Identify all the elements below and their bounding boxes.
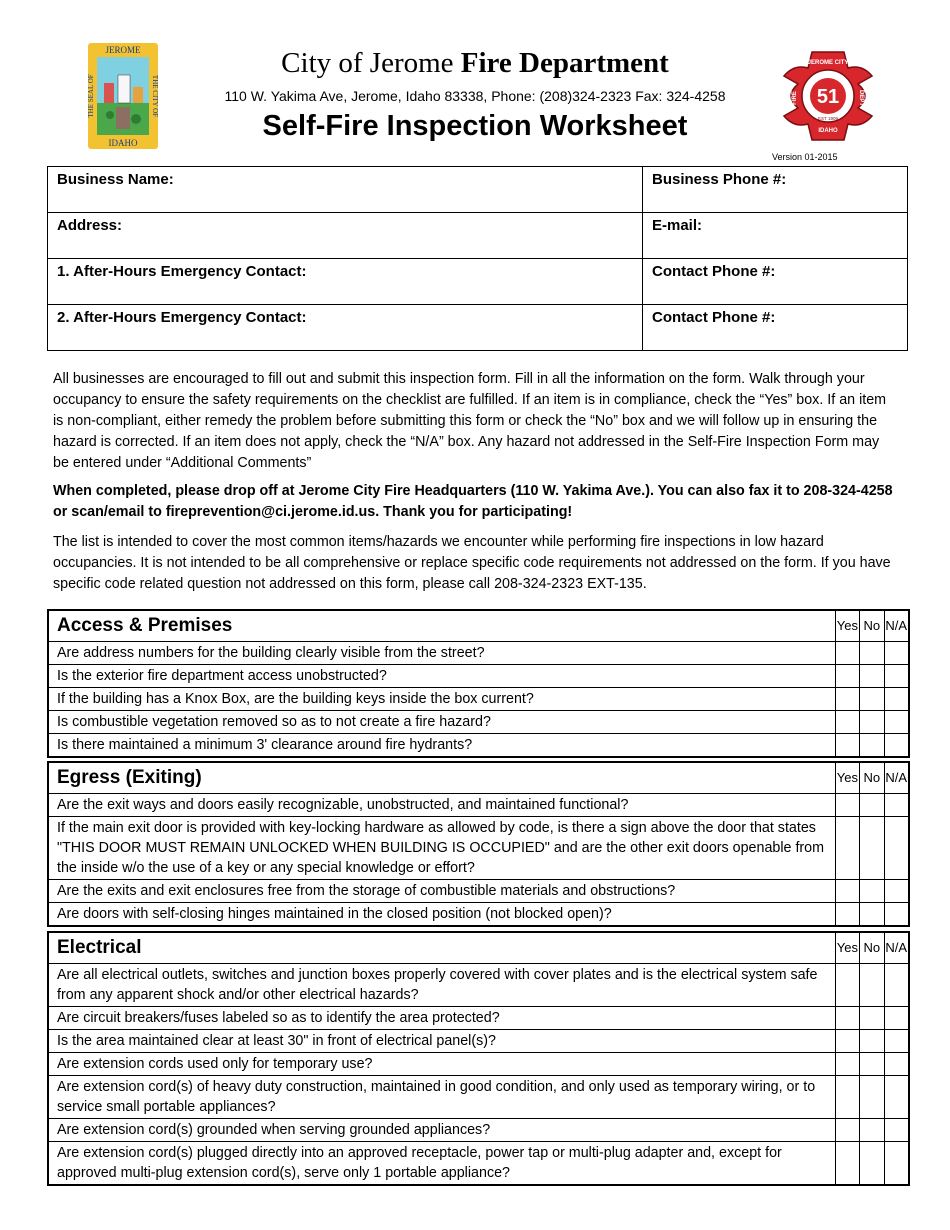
section-header [48, 762, 909, 794]
no-checkbox[interactable] [860, 817, 884, 880]
section-header [48, 610, 909, 642]
form-version: Version 01-2015 [772, 152, 838, 162]
na-checkbox[interactable] [884, 642, 909, 665]
checklist-question: Are extension cord(s) of heavy duty construction, maintained in good condition, and only used as temporary wiring, or to service small portable appliances? [48, 1076, 835, 1119]
checklist-row [48, 688, 909, 711]
badge-text-bottom: IDAHO [818, 128, 838, 134]
yes-checkbox[interactable] [835, 1030, 859, 1053]
yes-checkbox[interactable] [835, 1053, 859, 1076]
checklist-question: Are extension cords used only for temporary use? [48, 1053, 835, 1076]
city-name: City of Jerome [281, 47, 454, 79]
address-field[interactable]: Address: [48, 213, 643, 259]
business-name-field[interactable]: Business Name: [48, 167, 643, 213]
no-checkbox[interactable] [860, 734, 884, 758]
na-checkbox[interactable] [884, 1142, 909, 1186]
checklist-question: Is the area maintained clear at least 30" in front of electrical panel(s)? [48, 1030, 835, 1053]
checklist-row [48, 1030, 909, 1053]
seal-text-bottom: IDAHO [108, 138, 138, 148]
section-title: Egress (Exiting) [48, 762, 835, 794]
seal-text-left: THE SEAL OF [87, 74, 95, 118]
na-checkbox[interactable] [884, 880, 909, 903]
checklist-row [48, 1076, 909, 1119]
yes-checkbox[interactable] [835, 794, 859, 817]
na-column-header: N/A [884, 762, 909, 794]
yes-checkbox[interactable] [835, 1119, 859, 1142]
no-column-header: No [860, 762, 884, 794]
info-row [48, 167, 908, 213]
badge-text-right: DEPT [858, 89, 864, 107]
na-checkbox[interactable] [884, 794, 909, 817]
yes-checkbox[interactable] [835, 711, 859, 734]
section-electrical [47, 931, 910, 1186]
yes-checkbox[interactable] [835, 1076, 859, 1119]
checklist-row [48, 1053, 909, 1076]
checklist-question: If the main exit door is provided with key-locking hardware as allowed by code, is there a sign above the door that states "THIS DOOR MUST REMAIN UNLOCKED WHEN BUILDING IS OCCUPIED" and are the other exit doors openable from the inside w/o the use of a key or any special knowledge or effort? [48, 817, 835, 880]
no-checkbox[interactable] [860, 1007, 884, 1030]
checklist-row [48, 665, 909, 688]
checklist-row [48, 794, 909, 817]
checklist-question: Is the exterior fire department access unobstructed? [48, 665, 835, 688]
no-column-header: No [860, 610, 884, 642]
na-checkbox[interactable] [884, 1119, 909, 1142]
na-checkbox[interactable] [884, 903, 909, 927]
form-title: Self-Fire Inspection Worksheet [262, 110, 688, 142]
department-title [0, 47, 950, 80]
yes-checkbox[interactable] [835, 880, 859, 903]
no-checkbox[interactable] [860, 642, 884, 665]
badge-text-left: FIRE [792, 91, 798, 105]
yes-checkbox[interactable] [835, 665, 859, 688]
na-checkbox[interactable] [884, 688, 909, 711]
intro-instructions: All businesses are encouraged to fill out and submit this inspection form. Fill in all the information on the form. Walk through your occupancy to ensure the safety requirements on the checklist are fulfilled. If an item is in compliance, check the “Yes” box. If an item is non-compliant, either remedy the problem before submitting this form or check the “No” box and we will follow up in ensuring the hazard is corrected. If an item does not apply, check the “N/A” box. Any hazard not addressed in the Self-Fire Inspection Form may be entered under “Additional Comments” [53, 371, 887, 471]
checklist-question: Are extension cord(s) grounded when serving grounded appliances? [48, 1119, 835, 1142]
no-checkbox[interactable] [860, 1142, 884, 1186]
no-checkbox[interactable] [860, 665, 884, 688]
yes-checkbox[interactable] [835, 642, 859, 665]
badge-text-top: JEROME CITY [807, 60, 849, 66]
email-field[interactable]: E-mail: [643, 213, 908, 259]
yes-checkbox[interactable] [835, 903, 859, 927]
intro-dropoff: When completed, please drop off at Jerome City Fire Headquarters (110 W. Yakima Ave.). You can also fax it to 208-324-4258 or scan/email to fireprevention@ci.jerome.id.us. Thank you for participating! [53, 483, 893, 520]
checklist-question: Are the exit ways and doors easily recognizable, unobstructed, and maintained functional? [48, 794, 835, 817]
yes-column-header: Yes [835, 610, 859, 642]
checklist-row [48, 1142, 909, 1186]
section-title: Access & Premises [48, 610, 835, 642]
badge-text-est: EST 1909 [818, 116, 838, 121]
yes-column-header: Yes [835, 932, 859, 964]
checklist-question: Is there maintained a minimum 3' clearance around fire hydrants? [48, 734, 835, 758]
yes-column-header: Yes [835, 762, 859, 794]
section-header [48, 932, 909, 964]
no-column-header: No [860, 932, 884, 964]
na-checkbox[interactable] [884, 1007, 909, 1030]
contact-phone-2-field[interactable]: Contact Phone #: [643, 305, 908, 351]
checklist-row [48, 711, 909, 734]
na-checkbox[interactable] [884, 1030, 909, 1053]
na-checkbox[interactable] [884, 665, 909, 688]
no-checkbox[interactable] [860, 1030, 884, 1053]
checklist-row [48, 964, 909, 1007]
checklist-question: Are doors with self-closing hinges maintained in the closed position (not blocked open)? [48, 903, 835, 927]
emergency-contact-1-field[interactable]: 1. After-Hours Emergency Contact: [48, 259, 643, 305]
checklist-question: Are address numbers for the building clearly visible from the street? [48, 642, 835, 665]
no-checkbox[interactable] [860, 688, 884, 711]
info-row [48, 213, 908, 259]
no-checkbox[interactable] [860, 1053, 884, 1076]
yes-checkbox[interactable] [835, 734, 859, 758]
business-info-table [47, 166, 908, 351]
na-checkbox[interactable] [884, 964, 909, 1007]
emergency-contact-2-field[interactable]: 2. After-Hours Emergency Contact: [48, 305, 643, 351]
no-checkbox[interactable] [860, 1119, 884, 1142]
no-checkbox[interactable] [860, 711, 884, 734]
contact-phone-1-field[interactable]: Contact Phone #: [643, 259, 908, 305]
checklist-question: Are extension cord(s) plugged directly into an approved receptacle, power tap or multi-plug adapter and, except for approved multi-plug extension cord(s), serve only 1 portable appliance? [48, 1142, 835, 1186]
checklist-row [48, 1007, 909, 1030]
no-checkbox[interactable] [860, 1076, 884, 1119]
yes-checkbox[interactable] [835, 688, 859, 711]
checklist-row [48, 1119, 909, 1142]
seal-text-top: JEROME [105, 45, 141, 55]
yes-checkbox[interactable] [835, 817, 859, 880]
na-checkbox[interactable] [884, 817, 909, 880]
business-phone-field[interactable]: Business Phone #: [643, 167, 908, 213]
no-checkbox[interactable] [860, 794, 884, 817]
no-checkbox[interactable] [860, 903, 884, 927]
seal-text-right: THE CITY OF [151, 74, 159, 118]
na-checkbox[interactable] [884, 711, 909, 734]
checklist-row [48, 642, 909, 665]
intro-scope: The list is intended to cover the most common items/hazards we encounter while performing fire inspections in low hazard occupancies. It is not intended to be all comprehensive or replace specific code requirements not addressed on the form. If you have specific code related question not addressed on this form, please call 208-324-2323 EXT-135. [53, 534, 891, 592]
section-egress [47, 761, 910, 927]
section-access-premises [47, 609, 910, 758]
section-title: Electrical [48, 932, 835, 964]
no-checkbox[interactable] [860, 880, 884, 903]
checklist-question: If the building has a Knox Box, are the building keys inside the box current? [48, 688, 835, 711]
checklist-row [48, 903, 909, 927]
na-column-header: N/A [884, 932, 909, 964]
na-checkbox[interactable] [884, 734, 909, 758]
yes-checkbox[interactable] [835, 1007, 859, 1030]
yes-checkbox[interactable] [835, 1142, 859, 1186]
checklist-row [48, 734, 909, 758]
checklist-question: Is combustible vegetation removed so as to not create a fire hazard? [48, 711, 835, 734]
checklist-question: Are the exits and exit enclosures free from the storage of combustible materials and obstructions? [48, 880, 835, 903]
department-address: 110 W. Yakima Ave, Jerome, Idaho 83338, Phone: (208)324-2323 Fax: 324-4258 [224, 88, 726, 104]
no-checkbox[interactable] [860, 964, 884, 1007]
na-checkbox[interactable] [884, 1076, 909, 1119]
badge-number: 51 [816, 86, 840, 108]
info-row [48, 259, 908, 305]
checklist-question: Are all electrical outlets, switches and junction boxes properly covered with cover plates and is the electrical system safe from any apparent shock and/or other electrical hazards? [48, 964, 835, 1007]
na-checkbox[interactable] [884, 1053, 909, 1076]
checklist-question: Are circuit breakers/fuses labeled so as to identify the area protected? [48, 1007, 835, 1030]
department-name: Fire Department [460, 47, 669, 79]
yes-checkbox[interactable] [835, 964, 859, 1007]
na-column-header: N/A [884, 610, 909, 642]
checklist-row [48, 880, 909, 903]
checklist-row [48, 817, 909, 880]
info-row [48, 305, 908, 351]
